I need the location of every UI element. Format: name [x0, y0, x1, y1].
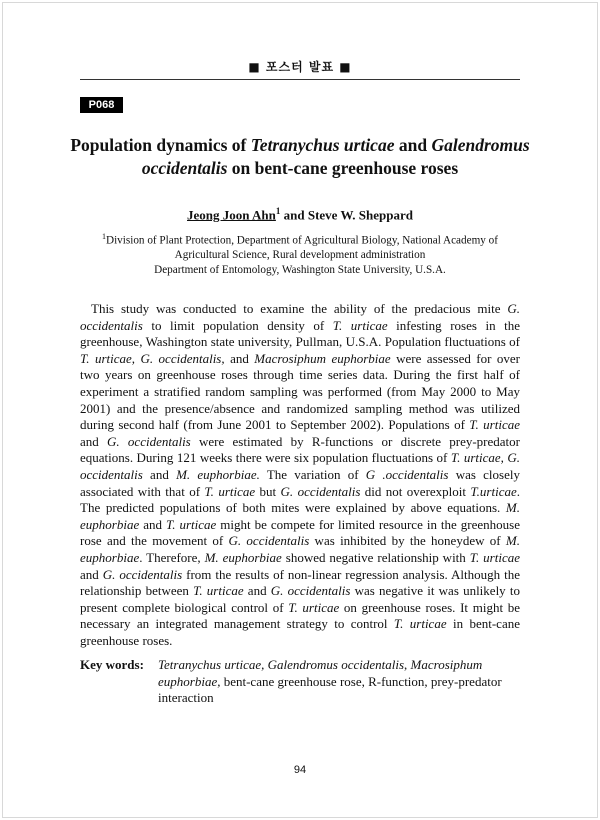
author-name-1: Jeong Joon Ahn: [187, 207, 276, 223]
affiliation-line-2: Agricultural Science, Rural development administration: [174, 249, 426, 262]
title-part: and: [394, 135, 432, 155]
page-number: 94: [293, 764, 307, 776]
keywords-text: Tetranychus urticae, Galendromus occidentalis, Macrosiphum euphorbiae, bent-cane greenhouse rose, R-function, prey-predator interaction: [158, 657, 502, 706]
author-line: [0, 206, 600, 223]
abstract-text: This study was conducted to examine the ability of the predacious mite G. occidentalis to limit population density of T. urticae infesting roses in the greenhouse, Washington state university, Pullman, U.S.A. Population fluctuations of T. urticae, G. occidentalis, and Macrosiphum euphorbiae were assessed for over two years on greenhouse roses through time series data. During the first half of experiment a stratified random sampling was performed (from May 2000 to May 2001) and the presence/absence and randomized sampling method was utilized during second half (from June 2001 to September 2002). Populations of T. urticae and G. occidentalis were estimated by R-functions or discrete prey-predator equations. During 121 weeks there were six population fluctuations of T. urticae, G. occidentalis and M. euphorbiae. The variation of G .occidentalis was closely associated with that of T. urticae but G. occidentalis did not overexploit T.urticae. The predicted populations of both mites were explained by above equations. M. euphorbiae and T. urticae might be compete for limited resource in the greenhouse rose and the movement of G. occidentalis was inhibited by the honeydew of M. euphorbiae. Therefore, M. euphorbiae showed negative relationship with T. urticae and G. occidentalis from the results of non-linear regression analysis. Although the relationship between T. urticae and G. occidentalis was negative it was unlikely to present complete biological control of T. urticae on greenhouse roses. It might be necessary an integrated management strategy to control T. urticae in bent-cane greenhouse roses.: [80, 301, 521, 648]
affiliation-mark: 1: [101, 232, 106, 241]
affiliation-line-3: Department of Entomology, Washington State University, U.S.A.: [154, 263, 446, 276]
title-part: on bent-cane greenhouse roses: [227, 158, 459, 178]
section-header: ■ 포스터 발표 ■: [248, 60, 352, 74]
paper-title: [60, 134, 540, 180]
title-species-1: Tetranychus urticae: [250, 135, 395, 155]
poster-code-badge: P068: [80, 97, 123, 113]
author-name-2: and Steve W. Sheppard: [280, 207, 413, 223]
title-species-2: Galendromus occidentalis: [141, 135, 530, 178]
author-affil-mark: 1: [275, 206, 281, 216]
title-part: Population dynamics of: [70, 135, 251, 155]
header-divider: [80, 79, 520, 80]
keywords-label: Key words:: [80, 657, 144, 672]
affiliation-line-1: $^1$Division of Plant Protection, Department of Agricultural Biology, National Academy of: [101, 232, 498, 247]
keywords-section: [80, 657, 520, 707]
affiliations: [80, 230, 520, 277]
